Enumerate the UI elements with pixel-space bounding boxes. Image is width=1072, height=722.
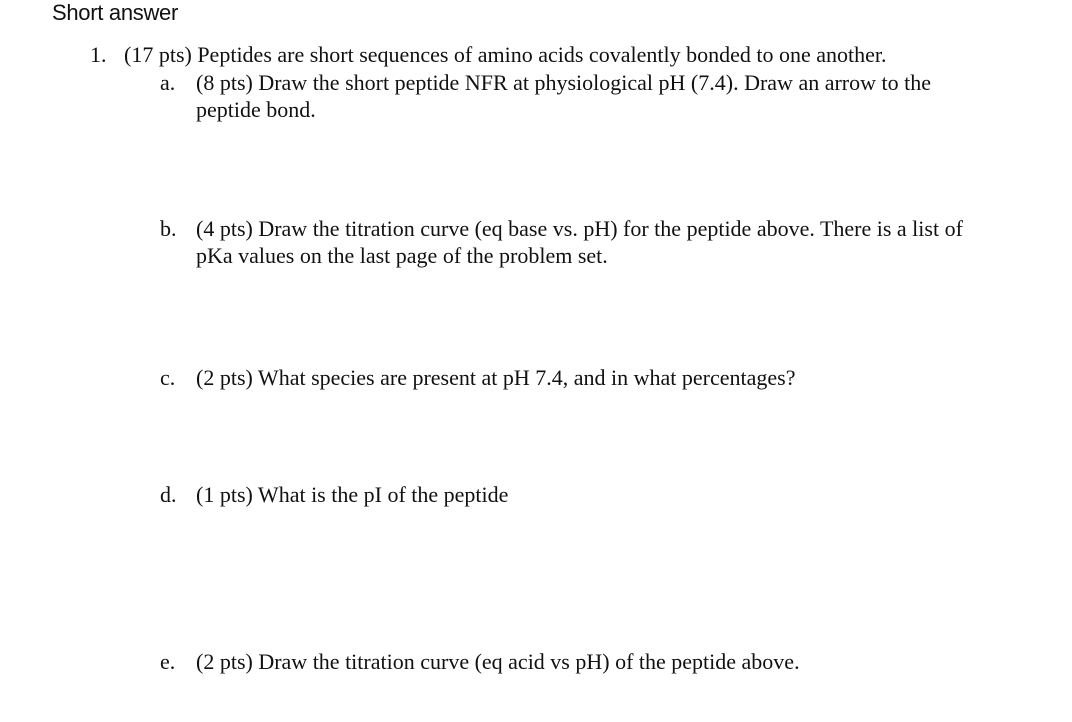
part-a-text: (8 pts) Draw the short peptide NFR at physiological pH (7.4). Draw an arrow to the peptide bond. <box>196 70 932 122</box>
question-number: 1. <box>90 42 107 67</box>
part-b-marker: b. <box>160 216 177 241</box>
section-heading: Short answer <box>52 0 179 25</box>
part-e-marker: e. <box>160 649 176 674</box>
part-c-text: (2 pts) What species are present at pH 7.4, and in what percentages? <box>196 365 796 390</box>
part-d-text: (1 pts) What is the pI of the peptide <box>196 482 509 507</box>
part-e-text: (2 pts) Draw the titration curve (eq acid vs pH) of the peptide above. <box>196 649 800 674</box>
question-text: (17 pts) Peptides are short sequences of amino acids covalently bonded to one another. <box>124 42 887 67</box>
part-b-text: (4 pts) Draw the titration curve (eq base vs. pH) for the peptide above. There is a list of pKa values on the last page of the problem set. <box>196 216 963 268</box>
part-c-marker: c. <box>160 365 176 390</box>
part-a-marker: a. <box>160 70 176 95</box>
part-d-marker: d. <box>160 482 177 507</box>
